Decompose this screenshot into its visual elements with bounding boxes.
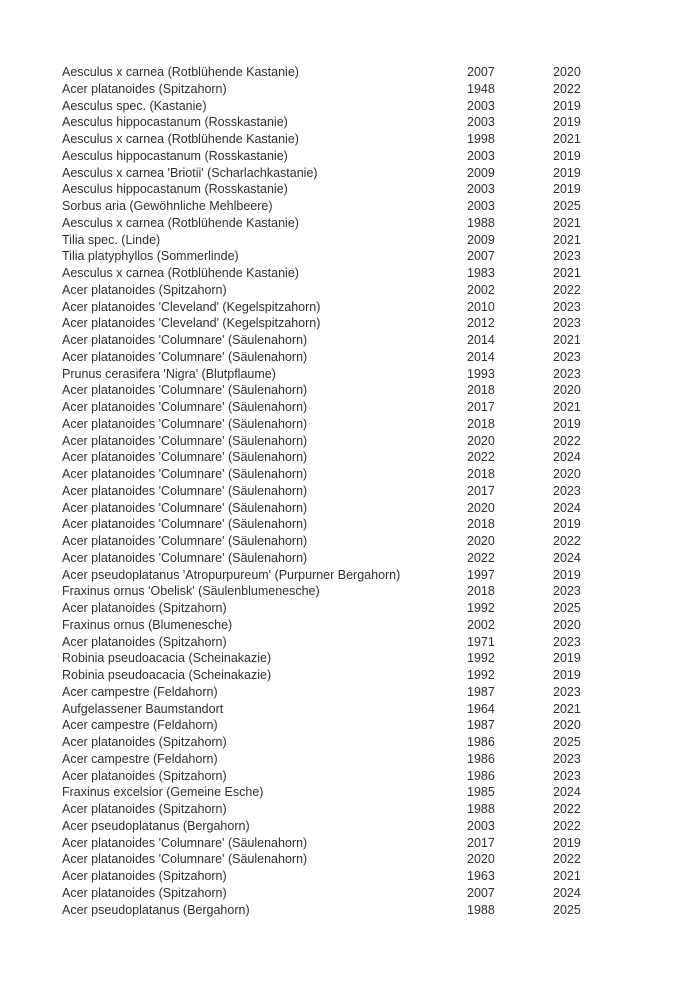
year-second: 2023 (553, 483, 581, 498)
table-row (62, 583, 700, 600)
table-row (62, 634, 700, 651)
year-first: 1963 (467, 869, 495, 883)
year-second: 2020 (553, 617, 581, 632)
year-first: 2018 (467, 517, 495, 532)
year-second: 2021 (553, 132, 581, 146)
year-first: 2022 (467, 550, 495, 565)
year-second: 2025 (553, 199, 581, 213)
species-name: Acer platanoides (Spitzahorn) (62, 634, 227, 649)
species-name: Acer platanoides 'Columnare' (Säulenahorn) (62, 467, 308, 481)
table-row (62, 215, 700, 232)
year-second: 2024 (553, 785, 581, 800)
year-first: 2018 (467, 383, 495, 398)
year-second: 2021 (553, 232, 581, 247)
year-first: 1998 (467, 132, 495, 146)
species-name: Acer platanoides (Spitzahorn) (62, 81, 227, 96)
year-second: 2019 (553, 148, 581, 163)
species-name: Aesculus hippocastanum (Rosskastanie) (62, 182, 288, 197)
table-row (62, 835, 700, 852)
year-second: 2019 (553, 182, 581, 197)
year-second: 2022 (553, 802, 581, 816)
table-row (62, 801, 700, 818)
year-second: 2025 (553, 735, 581, 749)
year-first: 2014 (467, 333, 495, 347)
table-row (62, 366, 700, 383)
species-name: Acer platanoides 'Cleveland' (Kegelspitzahorn) (62, 316, 321, 331)
table-row (62, 885, 700, 902)
species-name: Acer platanoides (Spitzahorn) (62, 735, 227, 749)
table-row (62, 232, 700, 249)
table-row (62, 466, 700, 483)
year-second: 2019 (553, 567, 581, 582)
species-name: Prunus cerasifera 'Nigra' (Blutpflaume) (62, 366, 276, 381)
year-second: 2023 (553, 584, 581, 599)
year-first: 2018 (467, 584, 495, 599)
year-second: 2021 (553, 869, 581, 883)
year-first: 2007 (467, 65, 495, 79)
table-row (62, 248, 700, 265)
year-second: 2023 (553, 349, 581, 364)
table-row (62, 818, 700, 835)
species-name: Acer platanoides 'Columnare' (Säulenahorn) (62, 550, 308, 565)
year-first: 1997 (467, 567, 495, 582)
table-row (62, 768, 700, 785)
table-row (62, 483, 700, 500)
year-second: 2020 (553, 65, 581, 79)
year-second: 2019 (553, 517, 581, 532)
year-second: 2019 (553, 416, 581, 431)
year-first: 1992 (467, 668, 495, 682)
table-row (62, 416, 700, 433)
table-row (62, 299, 700, 316)
table-row (62, 98, 700, 115)
species-name: Aesculus x carnea (Rotblühende Kastanie) (62, 132, 299, 146)
year-first: 2009 (467, 232, 495, 247)
table-row (62, 265, 700, 282)
species-name: Acer platanoides 'Columnare' (Säulenahorn) (62, 416, 308, 431)
year-first: 2014 (467, 349, 495, 364)
year-second: 2019 (553, 835, 581, 850)
year-first: 1986 (467, 735, 495, 749)
year-first: 2020 (467, 500, 495, 515)
table-row (62, 701, 700, 718)
species-name: Aesculus spec. (Kastanie) (62, 98, 207, 113)
species-name: Fraxinus excelsior (Gemeine Esche) (62, 785, 264, 800)
table-row (62, 717, 700, 734)
species-name: Acer platanoides 'Columnare' (Säulenahorn) (62, 400, 308, 414)
year-first: 2018 (467, 416, 495, 431)
table-row (62, 751, 700, 768)
table-row (62, 433, 700, 450)
year-second: 2023 (553, 299, 581, 314)
year-first: 1987 (467, 718, 495, 733)
table-row (62, 382, 700, 399)
species-name: Aesculus x carnea (Rotblühende Kastanie) (62, 215, 299, 230)
species-name: Acer pseudoplatanus (Bergahorn) (62, 818, 250, 833)
year-first: 2003 (467, 115, 495, 130)
species-name: Acer pseudoplatanus 'Atropurpureum' (Purpurner Bergahorn) (62, 567, 401, 582)
year-second: 2019 (553, 98, 581, 113)
year-second: 2022 (553, 534, 581, 548)
year-first: 2003 (467, 818, 495, 833)
year-second: 2023 (553, 634, 581, 649)
species-name: Aesculus hippocastanum (Rosskastanie) (62, 148, 288, 163)
year-first: 2007 (467, 885, 495, 900)
year-second: 2025 (553, 902, 581, 917)
year-second: 2022 (553, 818, 581, 833)
year-second: 2023 (553, 768, 581, 783)
species-name: Acer platanoides 'Columnare' (Säulenahorn) (62, 333, 308, 347)
species-name: Acer platanoides 'Cleveland' (Kegelspitzahorn) (62, 299, 321, 314)
year-first: 2002 (467, 617, 495, 632)
year-second: 2024 (553, 500, 581, 515)
species-name: Aufgelassener Baumstandort (62, 701, 224, 716)
year-second: 2023 (553, 684, 581, 699)
species-name: Fraxinus ornus (Blumenesche) (62, 617, 233, 632)
year-second: 2023 (553, 366, 581, 381)
species-name: Aesculus x carnea 'Briotii' (Scharlachkastanie) (62, 165, 318, 180)
table-row (62, 114, 700, 131)
year-first: 2017 (467, 483, 495, 498)
year-first: 2003 (467, 148, 495, 163)
year-first: 2007 (467, 249, 495, 264)
year-second: 2023 (553, 751, 581, 766)
year-first: 2017 (467, 400, 495, 414)
species-name: Fraxinus ornus 'Obelisk' (Säulenblumenesche) (62, 584, 320, 599)
year-second: 2024 (553, 885, 581, 900)
species-name: Sorbus aria (Gewöhnliche Mehlbeere) (62, 199, 273, 213)
table-row (62, 784, 700, 801)
species-name: Tilia spec. (Linde) (62, 232, 161, 247)
year-second: 2021 (553, 266, 581, 280)
species-name: Acer platanoides 'Columnare' (Säulenahorn) (62, 500, 308, 515)
table-row (62, 399, 700, 416)
year-second: 2022 (553, 282, 581, 297)
year-second: 2022 (553, 81, 581, 96)
table-row (62, 64, 700, 81)
year-second: 2023 (553, 316, 581, 331)
table-row (62, 332, 700, 349)
year-first: 1986 (467, 768, 495, 783)
year-first: 2003 (467, 182, 495, 197)
species-name: Acer platanoides 'Columnare' (Säulenahorn) (62, 483, 308, 498)
year-second: 2020 (553, 467, 581, 481)
year-first: 2009 (467, 165, 495, 180)
species-name: Acer pseudoplatanus (Bergahorn) (62, 902, 250, 917)
species-name: Acer platanoides 'Columnare' (Säulenahorn) (62, 517, 308, 532)
species-name: Acer platanoides 'Columnare' (Säulenahorn) (62, 383, 308, 398)
year-first: 1987 (467, 684, 495, 699)
year-first: 2017 (467, 835, 495, 850)
table-row (62, 567, 700, 584)
year-second: 2024 (553, 550, 581, 565)
year-first: 2003 (467, 98, 495, 113)
table-row (62, 165, 700, 182)
year-first: 2010 (467, 299, 495, 314)
species-name: Robinia pseudoacacia (Scheinakazie) (62, 668, 272, 682)
table-row (62, 851, 700, 868)
year-second: 2021 (553, 333, 581, 347)
year-first: 1983 (467, 266, 495, 280)
species-name: Acer platanoides (Spitzahorn) (62, 768, 227, 783)
species-name: Acer platanoides 'Columnare' (Säulenahorn) (62, 450, 308, 465)
species-name: Tilia platyphyllos (Sommerlinde) (62, 249, 239, 264)
table-row (62, 198, 700, 215)
year-first: 2012 (467, 316, 495, 331)
year-first: 1948 (467, 81, 495, 96)
year-first: 2020 (467, 852, 495, 867)
year-second: 2021 (553, 215, 581, 230)
year-first: 1988 (467, 215, 495, 230)
year-second: 2019 (553, 115, 581, 130)
year-second: 2022 (553, 852, 581, 867)
year-first: 2018 (467, 467, 495, 481)
table-row (62, 449, 700, 466)
species-name: Aesculus hippocastanum (Rosskastanie) (62, 115, 288, 130)
year-second: 2025 (553, 601, 581, 615)
year-second: 2024 (553, 450, 581, 465)
table-row (62, 181, 700, 198)
table-row (62, 734, 700, 751)
table-row (62, 868, 700, 885)
table-row (62, 349, 700, 366)
species-name: Acer platanoides (Spitzahorn) (62, 869, 227, 883)
year-first: 2002 (467, 282, 495, 297)
table-row (62, 500, 700, 517)
species-name: Acer platanoides 'Columnare' (Säulenahorn) (62, 433, 308, 448)
year-first: 1992 (467, 651, 495, 666)
species-name: Aesculus x carnea (Rotblühende Kastanie) (62, 266, 299, 280)
year-first: 1992 (467, 601, 495, 615)
year-first: 1988 (467, 902, 495, 917)
year-first: 1993 (467, 366, 495, 381)
year-first: 1964 (467, 701, 495, 716)
year-second: 2021 (553, 400, 581, 414)
table-row (62, 533, 700, 550)
species-name: Acer platanoides 'Columnare' (Säulenahorn) (62, 534, 308, 548)
year-first: 1971 (467, 634, 495, 649)
year-first: 2022 (467, 450, 495, 465)
table-row (62, 315, 700, 332)
species-name: Robinia pseudoacacia (Scheinakazie) (62, 651, 272, 666)
species-name: Aesculus x carnea (Rotblühende Kastanie) (62, 65, 299, 79)
table-row (62, 131, 700, 148)
year-first: 1988 (467, 802, 495, 816)
table-row (62, 282, 700, 299)
table-row (62, 148, 700, 165)
table-row (62, 600, 700, 617)
species-name: Acer platanoides 'Columnare' (Säulenahorn) (62, 835, 308, 850)
year-second: 2019 (553, 651, 581, 666)
year-first: 2020 (467, 433, 495, 448)
table-row (62, 902, 700, 919)
year-first: 1986 (467, 751, 495, 766)
table-row (62, 516, 700, 533)
year-second: 2022 (553, 433, 581, 448)
year-second: 2021 (553, 701, 581, 716)
species-name: Acer campestre (Feldahorn) (62, 751, 218, 766)
table-row (62, 81, 700, 98)
year-first: 2003 (467, 199, 495, 213)
year-second: 2020 (553, 383, 581, 398)
species-name: Acer platanoides (Spitzahorn) (62, 802, 227, 816)
species-name: Acer platanoides (Spitzahorn) (62, 601, 227, 615)
tree-list (62, 64, 700, 918)
year-first: 1985 (467, 785, 495, 800)
species-name: Acer platanoides (Spitzahorn) (62, 885, 227, 900)
table-row (62, 667, 700, 684)
table-row (62, 684, 700, 701)
species-name: Acer platanoides 'Columnare' (Säulenahorn) (62, 349, 308, 364)
species-name: Acer campestre (Feldahorn) (62, 684, 218, 699)
table-row (62, 550, 700, 567)
species-name: Acer platanoides 'Columnare' (Säulenahorn) (62, 852, 308, 867)
year-second: 2020 (553, 718, 581, 733)
year-first: 2020 (467, 534, 495, 548)
year-second: 2019 (553, 668, 581, 682)
table-row (62, 650, 700, 667)
year-second: 2019 (553, 165, 581, 180)
table-row (62, 617, 700, 634)
year-second: 2023 (553, 249, 581, 264)
species-name: Acer campestre (Feldahorn) (62, 718, 218, 733)
species-name: Acer platanoides (Spitzahorn) (62, 282, 227, 297)
